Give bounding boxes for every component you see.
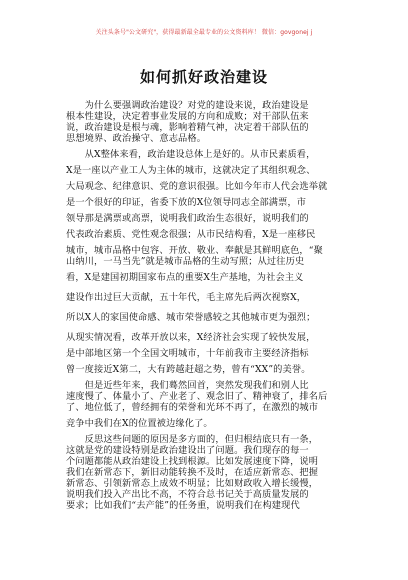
body-line: 是中部地区第一个全国文明城市，十年前我市主要经济指标 xyxy=(66,348,309,359)
body-line: 曾一度接近X第二，大有跨越赶超之势，曾有“XX”的美誉。 xyxy=(66,364,311,375)
body-line: 代表政治素质、党性观念很强；从市民结构看，X是一座移民 xyxy=(66,229,316,240)
body-line: 从X整体来看，政治建设总体上是好的。从市民素质看， xyxy=(66,149,316,160)
body-line: 新常态、引领新常态上成效不明显；比如财政收入增长缓慢， xyxy=(66,478,319,489)
body-line: X是一座以产业工人为主体的城市，这就决定了其组织观念、 xyxy=(66,165,316,176)
body-line: 了、地位低了，曾经拥有的荣誉和光环不再了，在激烈的城市 xyxy=(66,402,319,413)
document-body xyxy=(66,100,351,511)
body-line: 根本性建设，决定着事业发展的方向和成败；对干部队伍来 xyxy=(66,111,309,122)
body-line: 所以X人的家国使命感、城市荣誉感较之其他城市更为强烈； xyxy=(66,312,316,323)
body-line: 竞争中我们在X的位置被边缘化了。 xyxy=(66,418,213,429)
body-line: 是一个很好的印证，省委下放的X位领导同志全部满票，市 xyxy=(66,197,307,208)
body-line: 为什么要强调政治建设？对党的建设来说，政治建设是 xyxy=(66,100,309,111)
body-line: 山纳川，一马当先”就是城市品格的生动写照；从过往历史 xyxy=(66,256,305,267)
body-line: 看，X是建国初期国家布点的重要X生产基地，为社会主义 xyxy=(66,272,304,283)
header-note: 关注头条号"公文研究"，获得最新最全最专业的公文资料库！ 微信：govgonej j xyxy=(95,29,313,36)
body-line: 建设作出过巨大贡献，五十年代，毛主席先后两次视察X， xyxy=(66,292,307,303)
body-line: 城市，城市品格中包容、开放、敬业、奉献是其鲜明底色，“聚 xyxy=(66,245,323,256)
body-line: 速度慢了、体量小了、产业老了、观念旧了、精神衰了，排名后 xyxy=(66,391,328,402)
body-line: 这就是党的建设特别是政治建设出了问题。我们现存的每一 xyxy=(66,445,309,456)
body-line: 我们在新常态下，新旧动能转换不及时，在适应新常态、把握 xyxy=(66,467,319,478)
body-line: 个问题都能从政治建设上找到根源。比如发展速度下降，说明 xyxy=(66,456,319,467)
page-title: 如何抓好政治建设 xyxy=(139,68,268,86)
body-line: 但是近些年来，我们蓦然回首，突然发现我们和别人比 xyxy=(66,380,309,391)
body-line: 说明我们投入产出比不高，不符合总书记关于高质量发展的 xyxy=(66,489,309,500)
body-line: 说，政治建设是根与魂，影响着精气神，决定着干部队伍的 xyxy=(66,122,309,133)
body-line: 思想境界、政治操守、意志品格。 xyxy=(66,133,207,144)
body-line: 反思这些问题的原因是多方面的，但归根结底只有一条， xyxy=(66,434,319,445)
body-line: 大局观念、纪律意识、党的意识很强。比如今年市人代会选举就 xyxy=(66,181,328,192)
body-line: 领导那是满票或高票，说明我们政治生态很好，说明我们的 xyxy=(66,213,309,224)
body-line: 要求；比如我们“去产能”的任务重，说明我们在构建现代 xyxy=(66,500,300,511)
body-line: 从现实情况看，改革开放以来，X经济社会实现了较快发展， xyxy=(66,332,316,343)
